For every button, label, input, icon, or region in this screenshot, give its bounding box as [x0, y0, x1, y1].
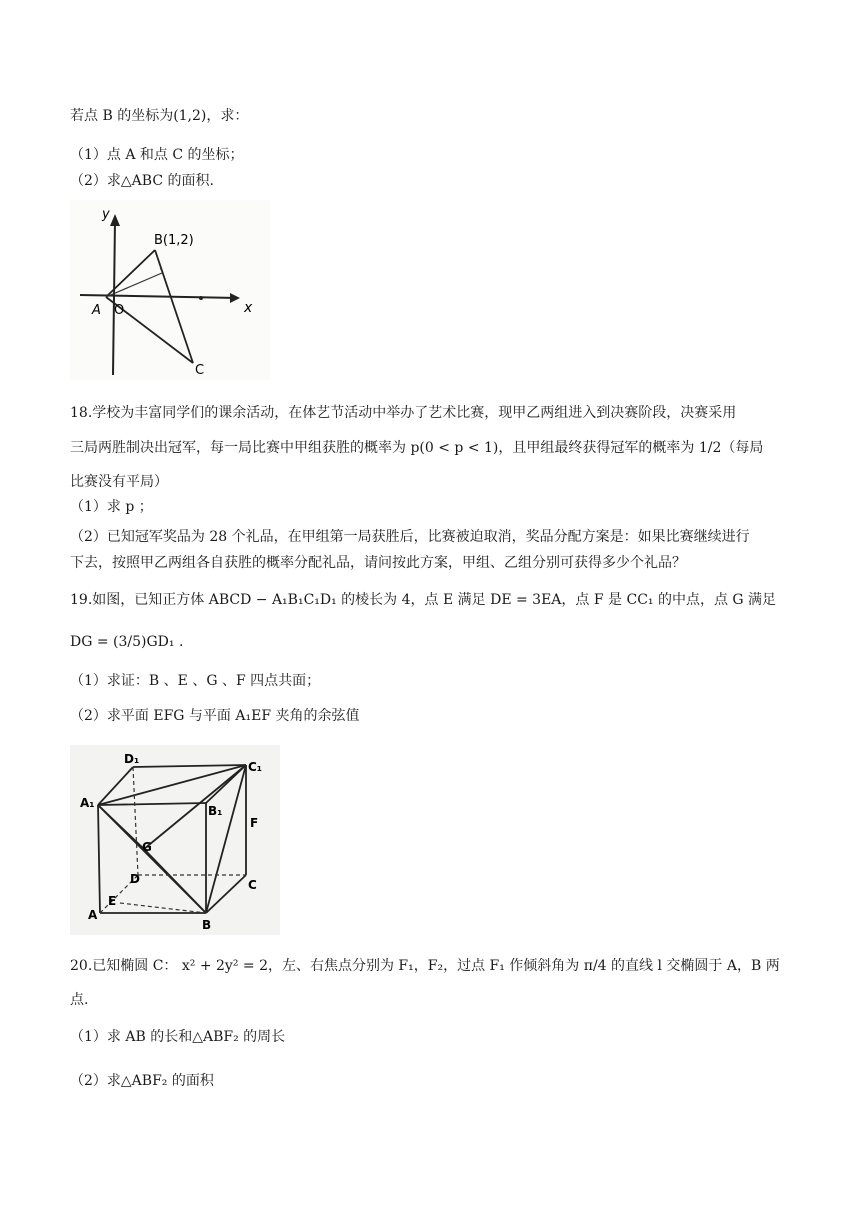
label-O: O: [114, 303, 125, 318]
q17-part2: （2）求△ABC 的面积.: [70, 173, 214, 189]
label-F: F: [250, 816, 259, 830]
label-C: C: [195, 363, 205, 378]
label-C1: C₁: [248, 760, 263, 774]
q20-part1: （1）求 AB 的长和△ABF₂ 的周长: [70, 1029, 286, 1045]
q19-line1: 19.如图，已知正方体 ABCD − A₁B₁C₁D₁ 的棱长为 4，点 E 满足 DE = 3EA，点 F 是 CC₁ 的中点，点 G 满足: [70, 592, 777, 608]
q17-intro: 若点 B 的坐标为(1,2)，求：: [70, 108, 249, 124]
q18-line1: 18.学校为丰富同学们的课余活动，在体艺节活动中举办了艺术比赛，现甲乙两组进入到决赛阶段，决赛采用: [70, 405, 737, 421]
label-B: B(1,2): [154, 233, 194, 248]
q19-part1: （1）求证：B 、E 、G 、F 四点共面；: [70, 673, 321, 689]
q19-cube-figure: [70, 745, 280, 935]
label-A1: A₁: [80, 796, 95, 810]
label-D: D: [130, 872, 140, 886]
q18-part2b: 下去，按照甲乙两组各自获胜的概率分配礼品，请问按此方案，甲组、乙组分别可获得多少个礼品？: [70, 555, 686, 571]
label-B: B: [202, 918, 212, 932]
q18-line2: 三局两胜制决出冠军，每一局比赛中甲组获胜的概率为 p(0 < p < 1)，且甲组最终获得冠军的概率为 1/2（每局: [70, 440, 764, 456]
label-C: C: [248, 878, 257, 892]
q19-part2: （2）求平面 EFG 与平面 A₁EF 夹角的余弦值: [70, 708, 360, 724]
label-y: y: [102, 207, 110, 222]
q20-line1: 20.已知椭圆 C： x² + 2y² = 2，左、右焦点分别为 F₁，F₂，过点 F₁ 作倾斜角为 π/4 的直线 l 交椭圆于 A，B 两: [70, 958, 780, 974]
q19-line2: DG = (3/5)GD₁ .: [70, 634, 184, 650]
q17-part1: （1）点 A 和点 C 的坐标；: [70, 147, 244, 163]
q20-part2: （2）求△ABF₂ 的面积: [70, 1073, 214, 1089]
q18-part2a: （2）已知冠军奖品为 28 个礼品，在甲组第一局获胜后，比赛被迫取消，奖品分配方案是：如果比赛继续进行: [70, 529, 750, 545]
label-A: A: [92, 303, 101, 318]
q17-coordinate-figure: [70, 200, 270, 380]
label-B1: B₁: [208, 804, 223, 818]
q20-line2: 点.: [70, 992, 89, 1008]
label-E: E: [108, 894, 117, 908]
q18-part1: （1）求 p ；: [70, 499, 153, 515]
q18-line3: 比赛没有平局）: [70, 474, 168, 490]
label-A: A: [88, 908, 98, 922]
label-G: G: [142, 840, 152, 854]
label-D1: D₁: [124, 752, 140, 766]
label-x: x: [244, 300, 253, 316]
